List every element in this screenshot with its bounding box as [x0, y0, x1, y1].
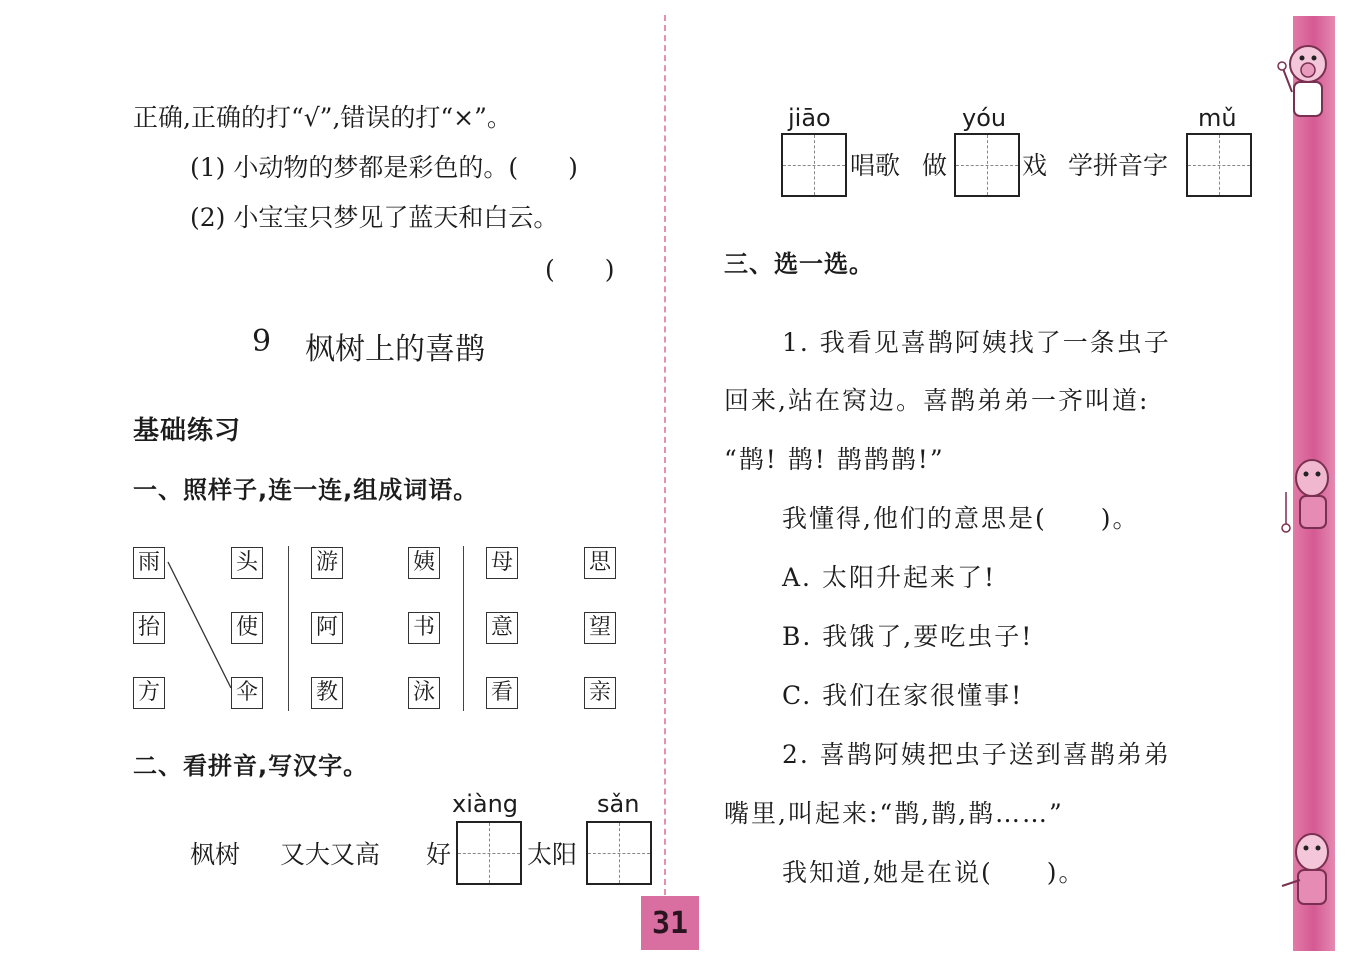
writing-grid-box[interactable] [954, 133, 1020, 197]
match-char-box[interactable]: 姨 [408, 547, 440, 579]
writing-grid-box[interactable] [781, 133, 847, 197]
question-3-2: 我知道,她是在说( )。 [782, 858, 1086, 887]
pinyin-label: yóu [962, 104, 1007, 132]
option-b[interactable]: B. 我饿了,要吃虫子! [782, 622, 1034, 651]
pinyin-label: jiāo [788, 104, 831, 132]
match-char-box[interactable]: 雨 [133, 547, 165, 579]
passage-2-line: 嘴里,叫起来:“鹊,鹊,鹊……” [724, 799, 1064, 828]
question-3-1: 我懂得,他们的意思是( )。 [782, 504, 1140, 533]
match-char-box[interactable]: 游 [311, 547, 343, 579]
sentence-word: 唱歌 [850, 151, 901, 180]
match-char-box[interactable]: 抬 [133, 612, 165, 644]
match-char-box[interactable]: 头 [231, 547, 263, 579]
match-char-box[interactable]: 看 [486, 677, 518, 709]
match-char-box[interactable]: 望 [584, 612, 616, 644]
match-char-box[interactable]: 泳 [408, 677, 440, 709]
writing-grid-box[interactable] [456, 821, 522, 885]
lesson-number: 9 [252, 324, 272, 359]
match-char-box[interactable]: 书 [408, 612, 440, 644]
instruction-text: 正确,正确的打“√”,错误的打“×”。 [133, 103, 512, 132]
match-char-box[interactable]: 方 [133, 677, 165, 709]
passage-1-line: “鹊! 鹊! 鹊鹊鹊!” [724, 445, 945, 474]
pinyin-label: xiàng [452, 790, 519, 818]
part3-heading: 三、选一选。 [724, 250, 874, 278]
part2-heading: 二、看拼音,写汉字。 [133, 752, 369, 780]
cartoon-pig-icon [1272, 36, 1338, 128]
writing-grid-box[interactable] [1186, 133, 1252, 197]
sentence-word: 做 [922, 151, 948, 180]
pinyin-label: mǔ [1198, 104, 1237, 132]
passage-2-line: 2. 喜鹊阿姨把虫子送到喜鹊弟弟 [782, 740, 1171, 769]
match-char-box[interactable]: 思 [584, 547, 616, 579]
question-2-answer-blank[interactable]: ( ) [545, 255, 615, 284]
pinyin-label: sǎn [597, 790, 640, 818]
lesson-title: 枫树上的喜鹊 [305, 332, 485, 367]
question-1: (1) 小动物的梦都是彩色的。( ) [190, 153, 578, 182]
sentence-word: 戏 [1022, 151, 1048, 180]
sentence-word: 太阳 [527, 840, 578, 869]
option-a[interactable]: A. 太阳升起来了! [782, 563, 996, 592]
passage-1-line: 回来,站在窝边。喜鹊弟弟一齐叫道: [724, 386, 1150, 415]
sentence-word: 好 [426, 840, 452, 869]
sentence-word: 又大又高 [280, 840, 381, 869]
example-connector-line [165, 560, 237, 690]
part1-heading: 一、照样子,连一连,组成词语。 [133, 476, 479, 504]
sentence-word: 枫树 [190, 840, 241, 869]
writing-grid-box[interactable] [586, 821, 652, 885]
passage-1-line: 1. 我看见喜鹊阿姨找了一条虫子 [782, 328, 1171, 357]
section-heading-basic: 基础练习 [133, 416, 242, 446]
cartoon-dog-icon [1276, 452, 1338, 544]
match-char-box[interactable]: 亲 [584, 677, 616, 709]
page-fold-line [664, 15, 666, 895]
sentence-word: 学拼音字 [1068, 151, 1169, 180]
match-char-box[interactable]: 使 [231, 612, 263, 644]
question-2: (2) 小宝宝只梦见了蓝天和白云。 [190, 203, 559, 232]
match-char-box[interactable]: 教 [311, 677, 343, 709]
match-char-box[interactable]: 伞 [231, 677, 263, 709]
cartoon-creature-icon [1274, 826, 1338, 922]
match-char-box[interactable]: 母 [486, 547, 518, 579]
group-divider [288, 546, 289, 711]
match-char-box[interactable]: 阿 [311, 612, 343, 644]
match-char-box[interactable]: 意 [486, 612, 518, 644]
group-divider [463, 546, 464, 711]
page-number: 31 [641, 896, 699, 950]
option-c[interactable]: C. 我们在家很懂事! [782, 681, 1024, 710]
